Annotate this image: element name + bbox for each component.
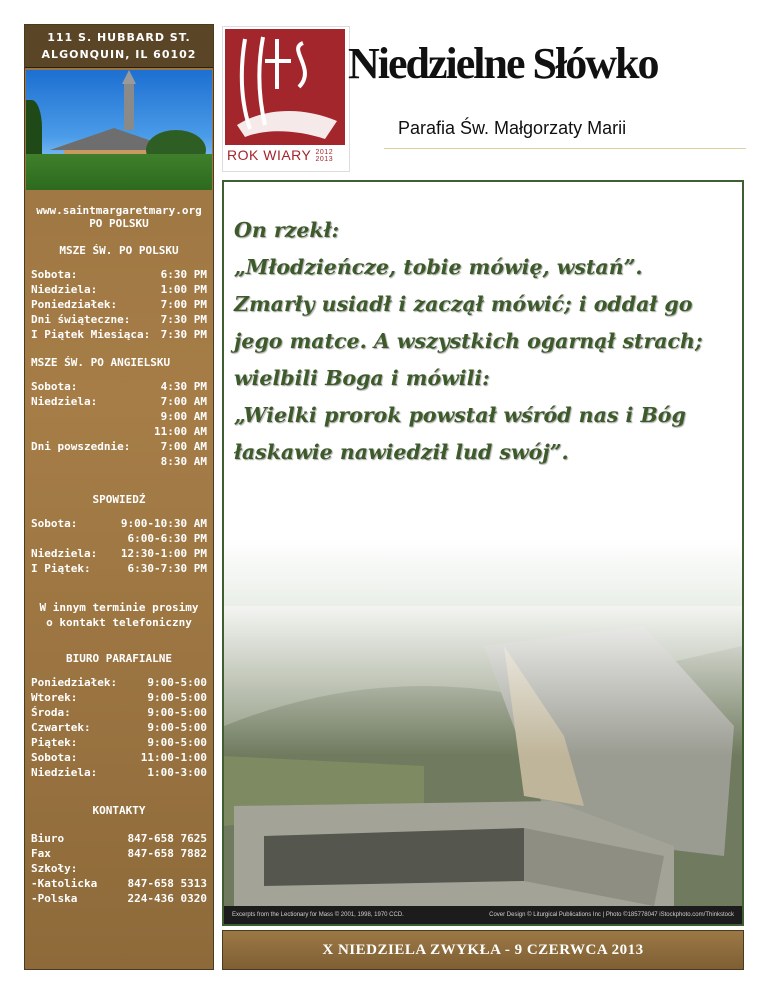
- list-item: 11:00 AM: [154, 425, 207, 438]
- quote-line: wielbili Boga i mówili:: [234, 366, 490, 390]
- confession-list: [31, 516, 207, 576]
- contact-note: W innym terminie prosimy o kontakt telefoniczny: [39, 601, 199, 629]
- polish-mass-list: [31, 267, 207, 342]
- church-photo: [26, 70, 212, 190]
- list-item: Środa: 9:00-5:00: [31, 706, 207, 719]
- address-block: [25, 25, 213, 68]
- list-item: Niedziela: 1:00 PM: [31, 283, 207, 296]
- page-title: Niedzielne Słówko: [348, 39, 658, 88]
- list-item: 9:00 AM: [160, 410, 207, 423]
- list-item: Czwartek: 9:00-5:00: [31, 721, 207, 734]
- address-city: ALGONQUIN, IL 60102: [41, 48, 197, 61]
- address-street: 111 S. HUBBARD ST.: [47, 31, 191, 44]
- list-item: Dni powszednie: 7:00 AM: [31, 440, 207, 453]
- issue-date: X NIEDZIELA ZWYKŁA - 9 CZERWCA 2013: [322, 941, 644, 958]
- list-item: Piątek: 9:00-5:00: [31, 736, 207, 749]
- website-url[interactable]: www.saintmargaretmary.org: [36, 204, 202, 217]
- quote-line: „Młodzieńcze, tobie mówię, wstań”.: [234, 255, 643, 279]
- website-sub: PO POLSKU: [89, 217, 149, 230]
- english-mass-heading: MSZE ŚW. PO ANGIELSKU: [31, 356, 171, 369]
- sidebar: [24, 24, 214, 970]
- tomb-photo: [224, 606, 742, 906]
- contacts-list: [31, 831, 207, 906]
- list-item: Biuro 847-658 7625: [31, 832, 207, 845]
- quote-line: Zmarły usiadł i zaczął mówić; i oddał go: [234, 292, 693, 316]
- quote-line: „Wielki prorok powstał wśród nas i Bóg: [234, 403, 686, 427]
- divider: [384, 148, 746, 149]
- confession-heading: SPOWIEDŹ: [92, 493, 146, 506]
- cover-panel: [222, 180, 744, 926]
- photo-credits: [224, 906, 742, 924]
- monogram-icon: [225, 29, 345, 145]
- list-item: -Katolicka 847-658 5313: [31, 877, 207, 890]
- list-item: Niedziela: 1:00-3:00: [31, 766, 207, 779]
- list-item: I Piątek: 6:30-7:30 PM: [31, 562, 207, 575]
- list-item: Poniedziałek: 9:00-5:00: [31, 676, 207, 689]
- page-subtitle: Parafia Św. Małgorzaty Marii: [398, 118, 627, 138]
- logo-emblem: [225, 29, 345, 145]
- contacts-heading: KONTAKTY: [92, 804, 146, 817]
- quote-line: łaskawie nawiedził lud swój”.: [234, 440, 569, 464]
- logo-caption: ROK WIARY 2012 2013: [227, 147, 334, 164]
- list-item: Dni świąteczne: 7:30 PM: [31, 313, 207, 326]
- list-item: Szkoły:: [31, 862, 78, 875]
- list-item: 8:30 AM: [160, 455, 207, 468]
- list-item: -Polska 224-436 0320: [31, 892, 207, 905]
- list-item: Sobota: 11:00-1:00: [31, 751, 207, 764]
- office-heading: BIURO PARAFIALNE: [66, 652, 172, 665]
- year-of-faith-logo: [222, 26, 350, 172]
- list-item: Niedziela: 7:00 AM: [31, 395, 207, 408]
- english-mass-list: [31, 379, 207, 469]
- issue-footer: [222, 930, 744, 970]
- list-item: Niedziela: 12:30-1:00 PM: [31, 547, 207, 560]
- credit-left: Excerpts from the Lectionary for Mass © 2001, 1998, 1970 CCD.: [232, 912, 404, 918]
- quote-line: On rzekł:: [234, 218, 340, 242]
- list-item: Sobota: 9:00-10:30 AM: [31, 517, 207, 530]
- credit-right: Cover Design © Liturgical Publications Inc | Photo ©185778047 iStockphoto.com/Thinkstock: [489, 912, 734, 918]
- list-item: Fax 847-658 7882: [31, 847, 207, 860]
- list-item: Sobota: 6:30 PM: [31, 268, 207, 281]
- list-item: Poniedziałek: 7:00 PM: [31, 298, 207, 311]
- list-item: Sobota: 4:30 PM: [31, 380, 207, 393]
- list-item: Wtorek: 9:00-5:00: [31, 691, 207, 704]
- polish-mass-heading: MSZE ŚW. PO POLSKU: [59, 244, 179, 257]
- scripture-quote: [234, 212, 734, 471]
- quote-line: jego matce. A wszystkich ogarnął strach;: [234, 329, 703, 353]
- list-item: I Piątek Miesiąca: 7:30 PM: [31, 328, 207, 341]
- list-item: 6:00-6:30 PM: [127, 532, 207, 545]
- office-hours-list: [31, 675, 207, 780]
- website-link[interactable]: [31, 204, 207, 230]
